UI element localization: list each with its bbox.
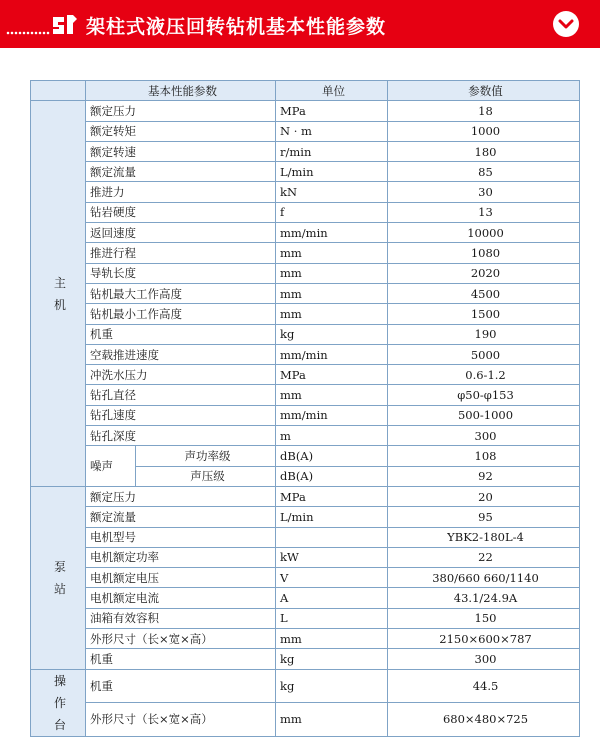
param-value: 150: [388, 608, 580, 628]
param-unit: N · m: [276, 121, 388, 141]
table-row: [31, 703, 580, 737]
param-unit: mm: [276, 263, 388, 283]
param-value: 92: [388, 466, 580, 486]
param-value: 2150×600×787: [388, 629, 580, 649]
table-row: [31, 426, 580, 446]
table-header-row: [31, 81, 580, 101]
param-name: 钻机最小工作高度: [86, 304, 276, 324]
param-unit: L: [276, 608, 388, 628]
param-unit: kg: [276, 649, 388, 669]
header-name: 基本性能参数: [86, 81, 276, 101]
table-row: [31, 141, 580, 161]
param-unit: f: [276, 202, 388, 222]
param-unit: mm: [276, 703, 388, 737]
param-value: 4500: [388, 283, 580, 303]
param-unit: dB(A): [276, 466, 388, 486]
param-unit: [276, 527, 388, 547]
table-row: [31, 324, 580, 344]
param-value: 500-1000: [388, 405, 580, 425]
param-unit: mm: [276, 283, 388, 303]
param-name: 额定转速: [86, 141, 276, 161]
param-name: 钻孔速度: [86, 405, 276, 425]
param-unit: mm: [276, 243, 388, 263]
param-unit: L/min: [276, 162, 388, 182]
param-unit: L/min: [276, 507, 388, 527]
param-unit: r/min: [276, 141, 388, 161]
param-value: 108: [388, 446, 580, 466]
param-name: 电机额定功率: [86, 547, 276, 567]
param-name: 钻岩硬度: [86, 202, 276, 222]
param-name: 额定流量: [86, 507, 276, 527]
param-value: 20: [388, 486, 580, 506]
param-name: 额定压力: [86, 101, 276, 121]
table-row: [31, 182, 580, 202]
param-name: 推进力: [86, 182, 276, 202]
brand-logo-mark-icon: [52, 14, 78, 36]
param-name: 额定压力: [86, 486, 276, 506]
group-label-2: 操 作 台: [31, 669, 86, 736]
param-value: 300: [388, 426, 580, 446]
param-value: 2020: [388, 263, 580, 283]
param-name: 钻孔直径: [86, 385, 276, 405]
table-row: [31, 121, 580, 141]
param-name: 电机额定电流: [86, 588, 276, 608]
group-label-0: 主 机: [31, 101, 86, 487]
param-name: 外形尺寸（长×宽×高）: [86, 629, 276, 649]
table-row: [31, 223, 580, 243]
param-unit: kW: [276, 547, 388, 567]
param-name: 空载推进速度: [86, 344, 276, 364]
param-unit: mm/min: [276, 223, 388, 243]
param-unit: MPa: [276, 486, 388, 506]
param-value: 5000: [388, 344, 580, 364]
param-name: 钻孔深度: [86, 426, 276, 446]
param-unit: mm: [276, 629, 388, 649]
header-group-cell: [31, 81, 86, 101]
param-value: 30: [388, 182, 580, 202]
param-value: 44.5: [388, 669, 580, 703]
param-unit: A: [276, 588, 388, 608]
param-name: 机重: [86, 649, 276, 669]
spec-table: [30, 80, 580, 737]
param-name: 冲洗水压力: [86, 365, 276, 385]
param-value: 1000: [388, 121, 580, 141]
param-name: 额定流量: [86, 162, 276, 182]
param-name: 油箱有效容积: [86, 608, 276, 628]
param-value: φ50-φ153: [388, 385, 580, 405]
param-name: 额定转矩: [86, 121, 276, 141]
param-value: 13: [388, 202, 580, 222]
table-row: [31, 649, 580, 669]
group-label-1: 泵 站: [31, 486, 86, 669]
table-row: [31, 162, 580, 182]
param-unit: mm/min: [276, 344, 388, 364]
param-value: 0.6-1.2: [388, 365, 580, 385]
param-unit: kN: [276, 182, 388, 202]
table-row: [31, 344, 580, 364]
param-unit: MPa: [276, 101, 388, 121]
param-unit: MPa: [276, 365, 388, 385]
page-title: 架柱式液压回转钻机基本性能参数: [86, 16, 387, 38]
param-value: 380/660 660/1140: [388, 568, 580, 588]
param-name: 返回速度: [86, 223, 276, 243]
table-row: [31, 263, 580, 283]
table-row: [31, 588, 580, 608]
table-row: [31, 385, 580, 405]
param-value: 1500: [388, 304, 580, 324]
table-row: [31, 547, 580, 567]
param-name: 钻机最大工作高度: [86, 283, 276, 303]
param-value: 300: [388, 649, 580, 669]
table-row: [31, 101, 580, 121]
param-name: 机重: [86, 324, 276, 344]
param-value: YBK2-180L-4: [388, 527, 580, 547]
param-unit: m: [276, 426, 388, 446]
dotted-line-icon: [6, 31, 50, 35]
table-row: [31, 304, 580, 324]
table-row: [31, 283, 580, 303]
param-unit: mm/min: [276, 405, 388, 425]
param-value: 22: [388, 547, 580, 567]
noise-group-label: 噪声: [86, 446, 136, 487]
param-value: 43.1/24.9A: [388, 588, 580, 608]
param-name: 电机型号: [86, 527, 276, 547]
table-row: [31, 243, 580, 263]
chevron-down-circle-icon[interactable]: [553, 11, 579, 37]
param-value: 190: [388, 324, 580, 344]
table-row: [31, 669, 580, 703]
table-row: [31, 507, 580, 527]
title-banner: [0, 0, 600, 48]
param-name: 声压级: [136, 466, 276, 486]
param-name: 电机额定电压: [86, 568, 276, 588]
param-name: 机重: [86, 669, 276, 703]
param-unit: kg: [276, 324, 388, 344]
table-row: [31, 486, 580, 506]
param-value: 680×480×725: [388, 703, 580, 737]
table-row: [31, 446, 580, 466]
param-unit: V: [276, 568, 388, 588]
param-value: 85: [388, 162, 580, 182]
table-row: [31, 365, 580, 385]
param-name: 声功率级: [136, 446, 276, 466]
param-value: 18: [388, 101, 580, 121]
table-row: [31, 527, 580, 547]
param-name: 导轨长度: [86, 263, 276, 283]
table-row: [31, 405, 580, 425]
param-unit: dB(A): [276, 446, 388, 466]
table-row: [31, 568, 580, 588]
header-value: 参数值: [388, 81, 580, 101]
table-row: [31, 629, 580, 649]
param-name: 推进行程: [86, 243, 276, 263]
param-unit: mm: [276, 304, 388, 324]
header-unit: 单位: [276, 81, 388, 101]
param-value: 10000: [388, 223, 580, 243]
param-unit: mm: [276, 385, 388, 405]
param-value: 1080: [388, 243, 580, 263]
param-value: 180: [388, 141, 580, 161]
param-unit: kg: [276, 669, 388, 703]
table-row: [31, 608, 580, 628]
table-row: [31, 202, 580, 222]
param-value: 95: [388, 507, 580, 527]
param-name: 外形尺寸（长×宽×高）: [86, 703, 276, 737]
